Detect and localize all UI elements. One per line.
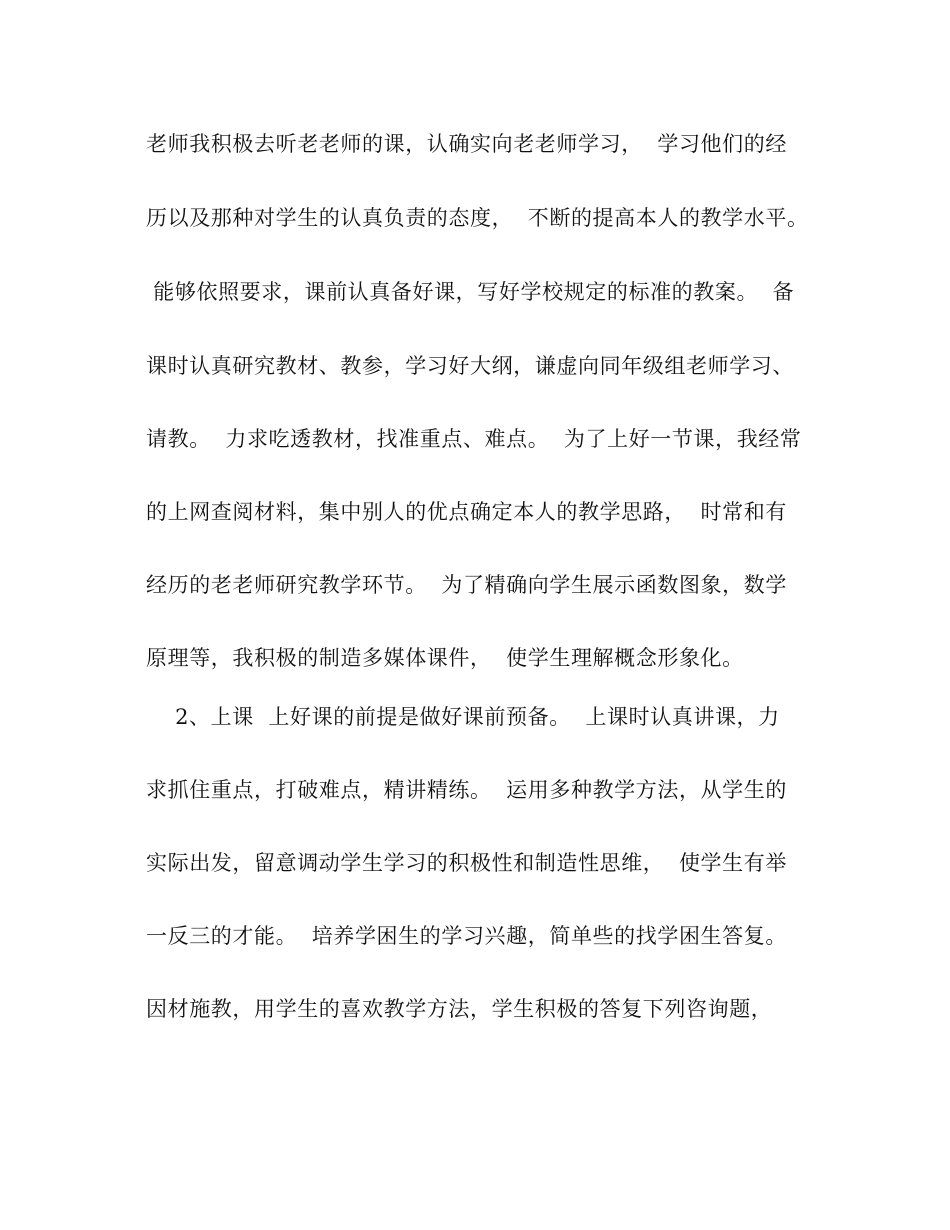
- text-line: 历以及那种对学生的认真负责的态度， 不断的提高本人的教学水平。: [146, 206, 809, 230]
- text-line: 2、上课 上好课的前提是做好课前预备。 上课时认真讲课，力: [146, 705, 780, 729]
- text-line: 的上网查阅材料，集中别人的优点确定本人的教学思路， 时常和有: [146, 500, 787, 524]
- text-line: 经历的老老师研究教学环节。 为了精确向学生展示函数图象，数学: [146, 573, 787, 597]
- text-line: 原理等，我积极的制造多媒体课件， 使学生理解概念形象化。: [146, 646, 744, 670]
- text-line: 实际出发，留意调动学生学习的积极性和制造性思维， 使学生有举: [146, 851, 787, 875]
- text-line: 因材施教，用学生的喜欢教学方法，学生积极的答复下列咨询题，: [146, 997, 773, 1021]
- text-line: 老师我积极去听老老师的课，认确实向老老师学习， 学习他们的经: [146, 132, 787, 156]
- text-line: 请教。 力求吃透教材，找准重点、难点。 为了上好一节课，我经常: [146, 427, 802, 451]
- text-line: 求抓住重点，打破难点，精讲精练。 运用多种教学方法，从学生的: [146, 778, 787, 802]
- text-line: 一反三的才能。 培养学困生的学习兴趣，简单些的找学困生答复。: [146, 924, 787, 948]
- text-line: 能够依照要求，课前认真备好课，写好学校规定的标准的教案。 备: [146, 280, 795, 304]
- text-line: 课时认真研究教材、教参，学习好大纲，谦虚向同年级组老师学习、: [146, 354, 794, 378]
